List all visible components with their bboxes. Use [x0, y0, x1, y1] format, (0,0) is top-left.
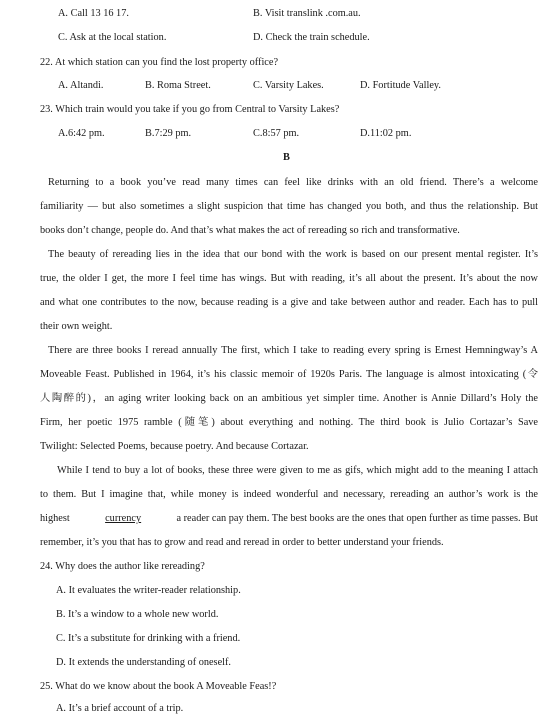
q22-stem: 22. At which station can you find the lost property office? — [40, 57, 279, 68]
passage-text: highest — [40, 513, 70, 524]
q22-option-d[interactable]: D. Fortitude Valley. — [360, 80, 441, 91]
passage-line: Firm, her poetic 1975 ramble (随笔) about everything and nothing. The third book is Julio Cortazar’s Save — [40, 417, 538, 428]
q25-option-a[interactable]: A. It’s a brief account of a trip. — [56, 703, 184, 714]
passage-line: Moveable Feast. Published in 1964, it’s his classic memoir of 1920s Paris. The language is almost intoxicating (令 — [40, 369, 538, 380]
passage-line: While I tend to buy a lot of books, these three were given to me as gifs, which might add to the meaning I attach — [57, 465, 538, 476]
underlined-word: currency — [105, 513, 142, 524]
q21-option-d[interactable]: D. Check the train schedule. — [253, 32, 370, 43]
passage-line: to them. But I imagine that, while money is indeed wonderful and necessary, rereading an author’s work is the — [40, 489, 538, 500]
passage-line: The beauty of rereading lies in the idea that our bond with the work is based on our present mental register. It’s — [48, 249, 538, 260]
passage-line: and what one contributes to the now, because reading is a give and take between author and reader. Each has to pull — [40, 297, 538, 308]
q21-option-a[interactable]: A. Call 13 16 17. — [58, 8, 129, 19]
q23-option-a[interactable]: A.6:42 pm. — [58, 128, 105, 139]
q23-stem: 23. Which train would you take if you go from Central to Varsity Lakes? — [40, 104, 340, 115]
passage-text: a reader can pay them. The best books are the ones that open further as time passes. But — [176, 513, 538, 524]
passage-line: true, the older I get, the more I feel time has wings. But with reading, it’s all about the present. It’s about the now — [40, 273, 538, 284]
passage-line: Returning to a book you’ve read many times can feel like drinks with an old friend. There’s a welcome — [48, 177, 538, 188]
passage-line: books don’t change, people do. And that’s what makes the act of rereading so rich and transformative. — [40, 225, 460, 236]
q22-option-b[interactable]: B. Roma Street. — [145, 80, 211, 91]
q24-option-b[interactable]: B. It’s a window to a whole new world. — [56, 609, 219, 620]
q25-stem: 25. What do we know about the book A Moveable Feas!? — [40, 681, 277, 692]
section-heading: B — [283, 152, 290, 163]
passage-line: There are three books I reread annually The first, which I take to reading every spring is Ernest Hemningway’s A — [48, 345, 538, 356]
passage-line: Twilight: Selected Poems, because poetry. And because Cortazar. — [40, 441, 309, 452]
q22-option-c[interactable]: C. Varsity Lakes. — [253, 80, 324, 91]
q24-option-a[interactable]: A. It evaluates the writer-reader relationship. — [56, 585, 241, 596]
passage-line: their own weight. — [40, 321, 113, 332]
passage-line: remember, it’s you that has to grow and read and reread in order to better understand your friends. — [40, 537, 444, 548]
q24-option-c[interactable]: C. It’s a substitute for drinking with a friend. — [56, 633, 241, 644]
q24-option-d[interactable]: D. It extends the understanding of oneself. — [56, 657, 232, 668]
q23-option-b[interactable]: B.7:29 pm. — [145, 128, 192, 139]
q24-stem: 24. Why does the author like rereading? — [40, 561, 205, 572]
q23-option-c[interactable]: C.8:57 pm. — [253, 128, 300, 139]
passage-line — [40, 513, 538, 525]
passage-line: 人陶醉的)，an aging writer looking back on an ambitious yet simpler time. Another is Annie Dillard’s Holy the — [40, 393, 538, 404]
passage-line: familiarity — but also sometimes a slight suspicion that time has changed you both, and thus the relationship. But — [40, 201, 538, 212]
q21-option-b[interactable]: B. Visit translink .com.au. — [253, 8, 361, 19]
q22-option-a[interactable]: A. Altandi. — [58, 80, 104, 91]
q23-option-d[interactable]: D.11:02 pm. — [360, 128, 412, 139]
q21-option-c[interactable]: C. Ask at the local station. — [58, 32, 167, 43]
